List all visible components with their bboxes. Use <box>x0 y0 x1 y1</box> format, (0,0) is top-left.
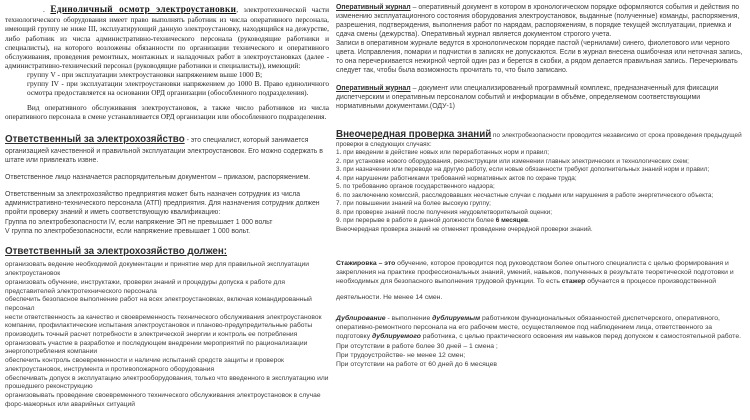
section-internship <box>336 260 744 303</box>
knowledge-check-intro-text: по электробезопасности проводится независимо от срока проведения предыдущей проверки в следующих случаях: <box>336 131 742 148</box>
case-item: 2. при установке нового оборудования, реконструкции или изменении главных электрических и технологических схем; <box>336 157 689 165</box>
title-prefix: . <box>43 5 51 14</box>
group-v-line: группу V - при эксплуатации электроустановки напряжением выше 1000 В; <box>27 69 263 79</box>
duty-item: производить точный расчет потребности в электрической энергии и контроль ее потребления <box>5 331 298 339</box>
knowledge-check-intro <box>336 128 744 150</box>
case-item: 3. при назначении или переводе на другую работу, если новые обязанности требуют дополнительных знаний норм и правил; <box>336 166 710 174</box>
term-operational-log-alt: Оперативный журнал <box>336 84 411 92</box>
qualification-group-iv-line: Группа по электробезопасности IV, если напряжение ЭП не превышает 1 000 вольт <box>5 218 273 226</box>
responsible-definition-paragraph <box>5 134 329 165</box>
case-item: 8. при проверке знаний после получения неудовлетворительной оценки; <box>336 208 552 216</box>
duplication-text-1: - выполнение <box>385 315 433 323</box>
case-item: 7. при повышении знаний на более высокую группу; <box>336 200 491 208</box>
section-responsible-duties <box>5 246 329 410</box>
case-nine-text: 9. при перерыве в работе в данной должности более <box>336 217 496 225</box>
duty-item: организовать обучение, инструктажи, проверки знаний и процедуры допуска к работе для представителей электротехнического персонала <box>5 278 285 295</box>
responsible-definition-text: - это специалист, который занимается организацией качественной и правильной эксплуатации электроустановок. Его можно содержать в штате или привлекать извне. <box>5 136 323 164</box>
duplication-condition-line: При отсутствии в работе более 30 дней – 1 смена ; <box>336 343 498 351</box>
section-operational-log-alt <box>336 85 744 112</box>
section-title-responsible: Ответственный за электрохозяйство <box>5 133 185 145</box>
qualification-paragraph: Ответственным за электрохозяйство предприятия может быть назначен сотрудник из числа административно-технического персонала (АТП) предприятия. Для назначения сотрудник должен пройти проверку знаний и иметь соответствующую квалификацию: <box>5 191 320 217</box>
internship-duration-line: деятельности. Не менее 14 смен. <box>336 294 443 302</box>
operational-log-alt-text: – документ или специализированный программный комплекс, предназначенный для фиксации диспетчерским и оперативным персоналом событий и информации в объёме, определяемом соответствующими нормативными документами.(ОДУ-1) <box>336 84 719 110</box>
section-operational-log <box>336 4 744 76</box>
case-item: 5. по требованию органов государственного надзора; <box>336 183 495 191</box>
duty-item: организовать участие в разработке и последующем внедрении мероприятий по рационализации энергопотребления компании <box>5 339 308 356</box>
section-single-person-inspection <box>5 4 329 121</box>
term-duplicated-worker: дублируемым <box>432 315 481 323</box>
section-responsible-person <box>5 134 329 236</box>
duplication-paragraph <box>336 315 744 342</box>
duplication-text-2: работником функциональных обязанностей диспетчерского, оперативного, оперативно-ремонтного персонала на его рабочем месте, осуществляемое под наблюдением лица, ответственного за подготовку <box>336 315 720 341</box>
duty-item: обеспечивать допуск в эксплуатацию электрооборудования, только что введенного в эксплуатацию или прошедшего реконструкцию <box>5 374 329 391</box>
term-duplication: Дублирование <box>336 315 386 323</box>
term-trainee: стажер <box>561 278 586 286</box>
section-title-single-inspection: Единоличный осмотр электроустановки <box>50 4 237 14</box>
section-extraordinary-knowledge-check <box>336 128 744 235</box>
term-duplicated-worker-2: дублируемого <box>372 333 421 341</box>
term-internship: Стажировка – это <box>336 260 396 268</box>
section-title-knowledge-check: Внеочередная проверка знаний <box>336 128 492 140</box>
knowledge-check-footer: Внеочередная проверка знаний не отменяет проведение очередной проверки знаний. <box>336 225 593 233</box>
knowledge-check-cases-list <box>336 149 744 234</box>
case-nine-emphasis: 6 месяцев <box>495 217 528 225</box>
operational-log-definition-text: – оперативный документ в котором в хронологическом порядке оформляются события и действия по изменению эксплуатационного состояния оборудования электроустановок, выданные (полученные) команды, распоряжения, разрешения, подтверждения, выполнения работ по нарядам, распоряжениям, в порядке текущей эксплуатации, приемка и сдача смены (дежурства). Оперативный журнал является документом строгого учета. <box>336 4 740 38</box>
service-type-paragraph: Вид оперативного обслуживания электроустановок, а также число работников из числа оперативного персонала в смене устанавливается ОРД организации или обособленного подразделения. <box>5 102 329 121</box>
case-nine-period: . <box>527 217 530 225</box>
duplication-condition-line: При трудоустройстве- не менее 12 смен; <box>336 352 466 360</box>
duplication-text-3: работника, с целью практического освоения им навыков перед допуском к самостоятельной работе. <box>420 333 741 341</box>
right-column <box>336 4 744 420</box>
duty-item: организовывать проведение своевременного технического обслуживания электроустановок в случае форс-мажорных или аварийных ситуаций <box>5 392 321 408</box>
appointment-paragraph: Ответственное лицо назначается распорядительным документом – приказом, распоряжением. <box>5 174 311 182</box>
intro-paragraph-text: , электротехнической части технологического оборудования имеет право выполнять работник из числа оперативного персонала, имеющий группу не ниже III, эксплуатирующий данную электроустановку, находящийся на дежурстве, либо работник из числа административно-технического персонала (руководящие работники и специалисты), на которого возложены обязанности по организации технического и оперативного обслуживания, проведения ремонтных, монтажных и наладочных работ в электроустановках (далее - административно-технический персонал (руководящие работники и специалисты)), имеющий: <box>5 5 329 70</box>
case-item-nine <box>336 217 744 226</box>
internship-paragraph <box>336 260 744 287</box>
duty-item: обеспечить контроль своевременности и наличие испытаний средств защиты и проверок электроустановок, инструмента и противопожарного оборудования <box>5 357 284 373</box>
duty-item: обеспечить безопасное выполнение работ на всех электроустановках, включая командированный персонал <box>5 296 312 312</box>
qualification-group-v-line: V группа по электробезопасности, если напряжение превышает 1 000 вольт. <box>5 227 251 235</box>
duplication-condition-line: При отсутствии на работе от 60 дней до 6 месяцев <box>336 361 497 369</box>
log-records-paragraph: Записи в оперативном журнале ведутся в хронологическом порядке пастой (чернилами) синего, фиолетового или черного цвета. Исправления, помарки и подчистки в записях не допускаются. Если в журнал внесена ошибочная или неточная запись, то она перечеркивается нежирной чертой один раз и берется в скобки, а рядом делается правильная запись. Перечеркивать следует так, чтобы была возможность прочитать то, что было записано. <box>336 39 743 74</box>
case-item: 6. по заключению комиссий, расследовавших несчастные случаи с людьми или нарушения в работе энергетического объекта; <box>336 191 714 199</box>
case-item: 4. при нарушении работниками требований нормативных актов по охране труда; <box>336 174 577 182</box>
case-item: 1. при введении в действие новых или переработанных норм и правил; <box>336 149 549 157</box>
intro-paragraph <box>5 4 329 70</box>
left-column <box>5 4 329 420</box>
internship-text-1: обучение, которое проводится под руководством более опытного специалиста с целью формирования и закрепления на практике профессиональных знаний, умений, навыков, полученных в результате теоретической подготовки и необходимых для безопасного выполнения трудовой функции. То есть <box>336 260 734 286</box>
group-iv-line: группу IV - при эксплуатации электроустановки напряжением до 1000 В. Право единоличного осмотра предоставляется на основании ОРД организации (обособленного подразделения). <box>27 78 329 97</box>
term-operational-log: Оперативный журнал <box>336 4 411 11</box>
operational-log-paragraph <box>336 4 744 40</box>
duty-item: нести ответственность за качество и своевременность технического обслуживания электроустановок компании, профилактические испытания электроустановок и планово-предупредительные работы <box>5 313 322 330</box>
internship-text-2: обучается в процессе производственной <box>585 278 717 286</box>
section-duplication <box>336 315 744 370</box>
operational-log-alt-paragraph <box>336 85 744 112</box>
section-title-duties: Ответственный за электрохозяйство должен: <box>5 245 228 257</box>
duties-list <box>5 261 329 409</box>
duty-item: организовать ведение необходимой документации и принятие мер для правильной эксплуатации электроустановок <box>5 261 310 278</box>
